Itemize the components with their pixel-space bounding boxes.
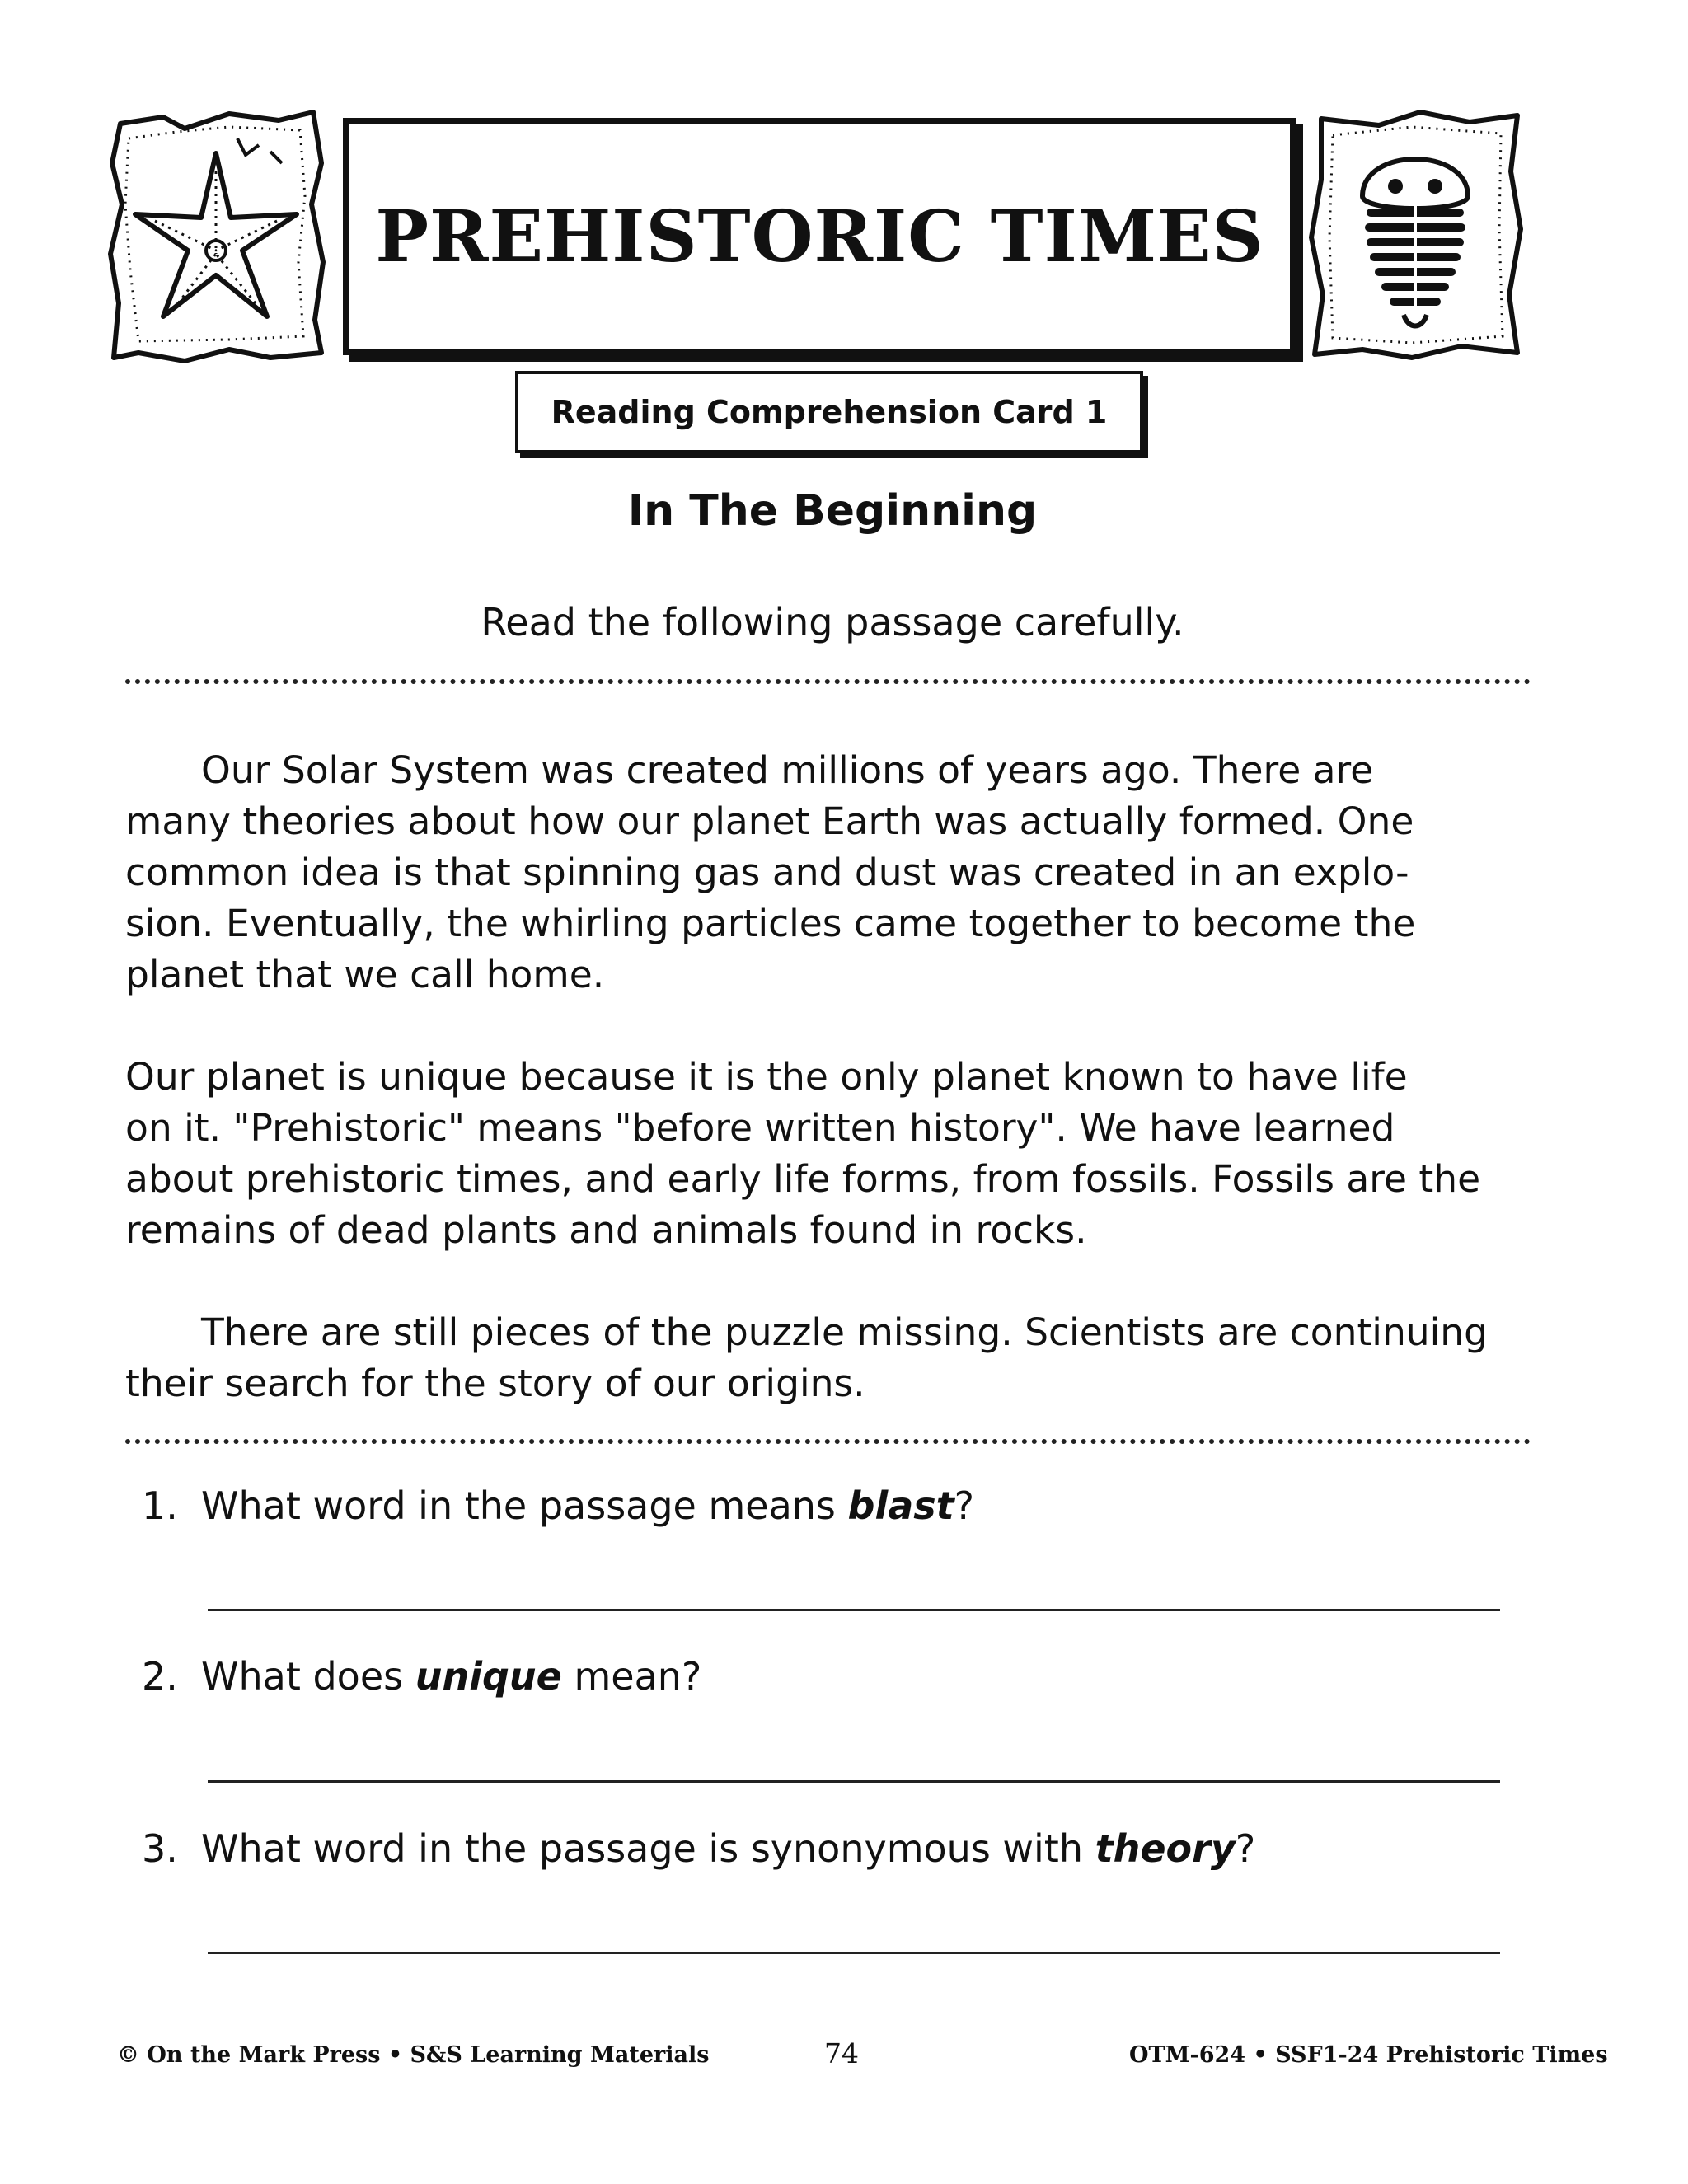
card-label: Reading Comprehension Card 1 xyxy=(551,394,1108,430)
page-title: PREHISTORIC TIMES xyxy=(375,194,1264,279)
question-keyword: unique xyxy=(415,1654,562,1699)
answer-line-3[interactable] xyxy=(208,1952,1500,1954)
passage-line: common idea is that spinning gas and dust was created in an explo- xyxy=(125,851,1409,894)
passage-line: Our Solar System was created millions of years ago. There are xyxy=(201,748,1374,792)
passage-paragraph-3 xyxy=(125,1307,1543,1409)
question-1 xyxy=(142,1483,974,1528)
question-number: 1. xyxy=(142,1483,178,1528)
trilobite-fossil-icon xyxy=(1305,105,1526,366)
passage-line: sion. Eventually, the whirling particles came together to become the xyxy=(125,902,1416,945)
question-text: What does xyxy=(201,1654,415,1699)
question-3 xyxy=(142,1826,1255,1871)
footer-page-number: 74 xyxy=(824,2037,859,2069)
answer-line-2[interactable] xyxy=(208,1780,1500,1783)
question-2 xyxy=(142,1654,701,1699)
question-text: What word in the passage means xyxy=(201,1483,848,1528)
footer-product-code: OTM-624 • SSF1-24 Prehistoric Times xyxy=(1129,2042,1608,2068)
starfish-fossil-icon xyxy=(106,105,326,366)
passage-line: remains of dead plants and animals found in rocks. xyxy=(125,1208,1087,1252)
question-keyword: blast xyxy=(847,1483,954,1528)
question-text-end: ? xyxy=(954,1483,975,1528)
question-keyword: theory xyxy=(1095,1826,1236,1871)
passage-line: There are still pieces of the puzzle missing. Scientists are continuing xyxy=(201,1310,1488,1354)
passage-line: many theories about how our planet Earth was actually formed. One xyxy=(125,799,1414,843)
passage-paragraph-1 xyxy=(125,745,1543,1001)
question-text-end: mean? xyxy=(561,1654,702,1699)
section-heading: In The Beginning xyxy=(627,486,1038,536)
dotted-divider-top xyxy=(125,679,1531,684)
passage-line: on it. "Prehistoric" means "before written history". We have learned xyxy=(125,1106,1395,1150)
passage-line: their search for the story of our origins. xyxy=(125,1361,865,1405)
starfish-fossil-icon xyxy=(106,105,326,366)
question-text-end: ? xyxy=(1235,1826,1256,1871)
title-box xyxy=(343,118,1296,355)
passage-paragraph-2 xyxy=(125,1052,1543,1256)
instruction-text: Read the following passage carefully. xyxy=(481,600,1184,644)
answer-line-1[interactable] xyxy=(208,1609,1500,1611)
card-label-box xyxy=(515,371,1143,453)
question-number: 3. xyxy=(142,1826,178,1871)
question-number: 2. xyxy=(142,1654,178,1699)
passage-line: Our planet is unique because it is the only planet known to have life xyxy=(125,1055,1408,1099)
passage-line: about prehistoric times, and early life forms, from fossils. Fossils are the xyxy=(125,1157,1481,1201)
dotted-divider-bottom xyxy=(125,1439,1531,1444)
passage-line: planet that we call home. xyxy=(125,953,605,996)
footer-publisher: © On the Mark Press • S&S Learning Materials xyxy=(117,2042,710,2068)
trilobite-fossil-icon xyxy=(1305,105,1526,366)
question-text: What word in the passage is synonymous with xyxy=(201,1826,1095,1871)
